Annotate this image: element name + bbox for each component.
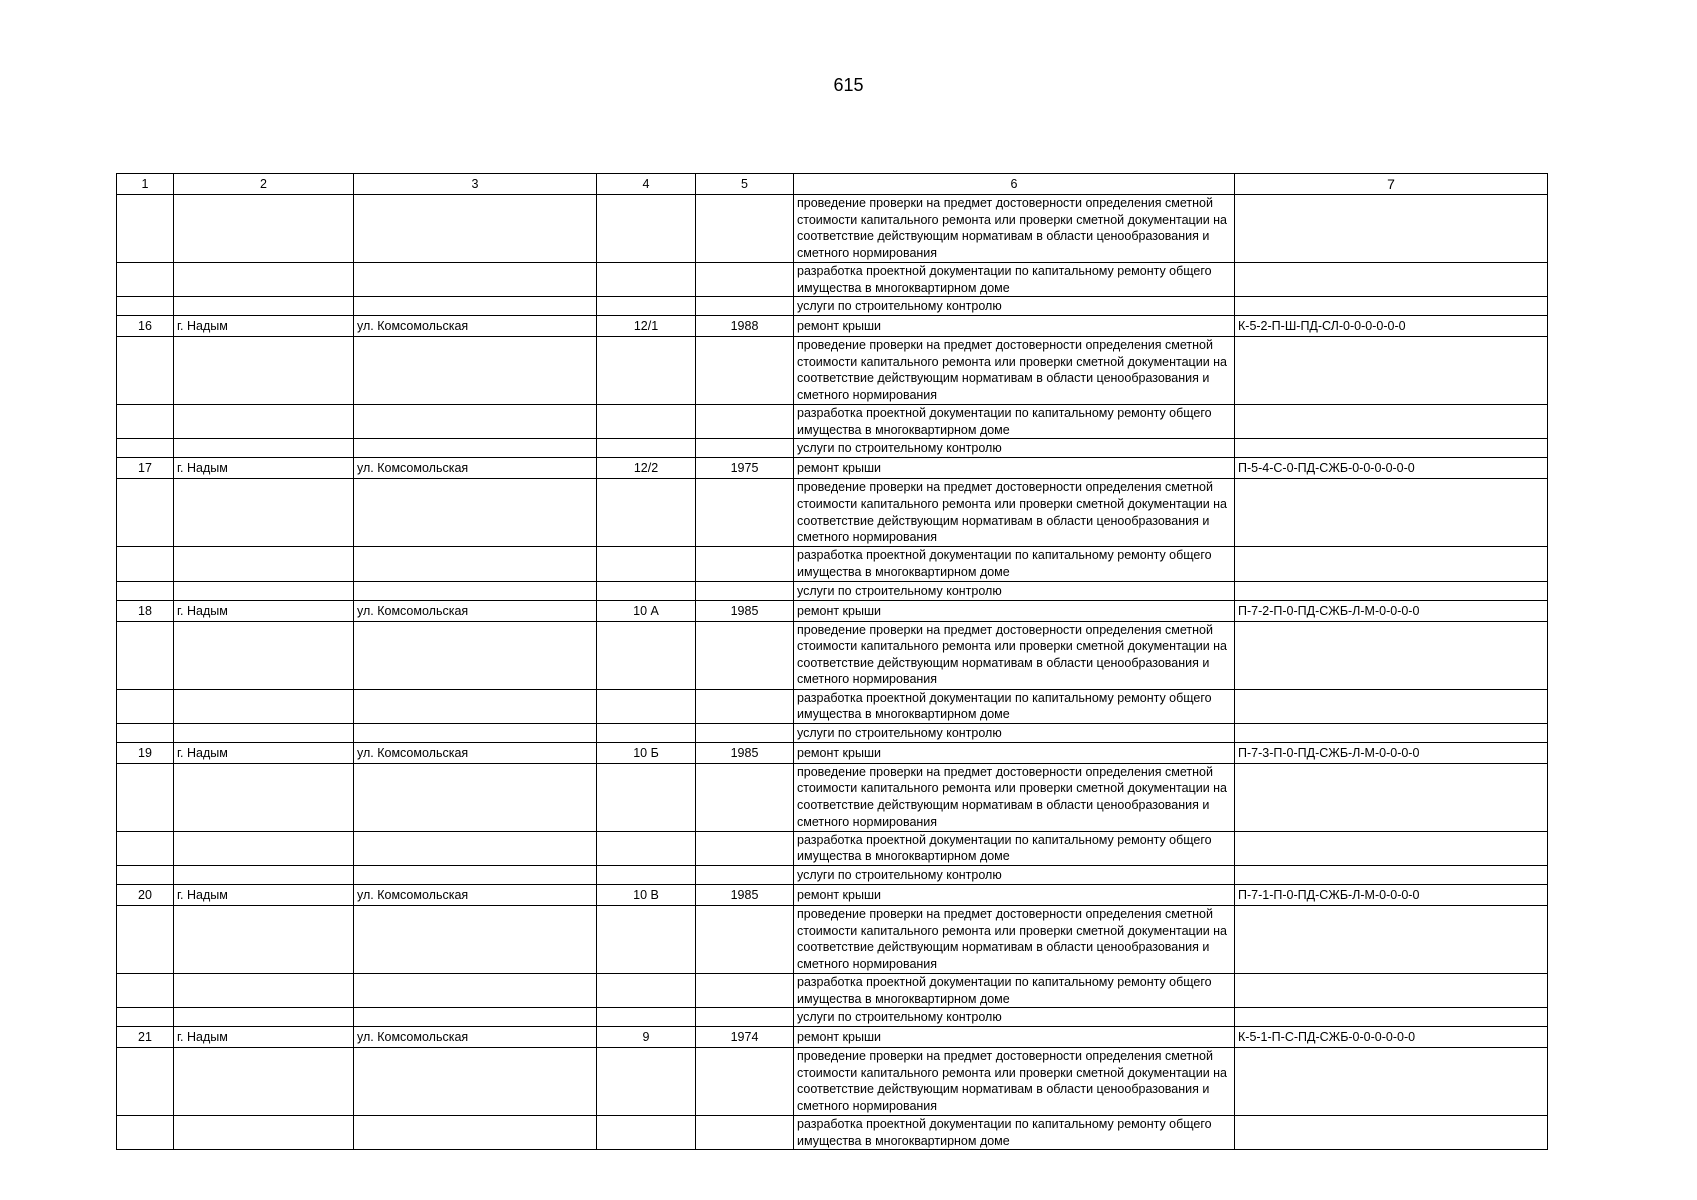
table-row <box>117 263 1548 297</box>
column-header: 2 <box>174 174 354 195</box>
city-cell <box>174 1008 354 1027</box>
table-row <box>117 763 1548 831</box>
table-row <box>117 973 1548 1007</box>
year-cell <box>696 865 794 884</box>
city-cell <box>174 547 354 581</box>
year-cell <box>696 479 794 547</box>
column-header: 5 <box>696 174 794 195</box>
house-code-cell: П-7-1-П-0-ПД-СЖБ-Л-М-0-0-0-0 <box>1235 884 1548 905</box>
city-cell: г. Надым <box>174 884 354 905</box>
city-cell <box>174 973 354 1007</box>
house-code-cell <box>1235 337 1548 405</box>
house-number-cell <box>597 905 696 973</box>
works-table <box>116 173 1548 1150</box>
city-cell <box>174 195 354 263</box>
table-row <box>117 1008 1548 1027</box>
city-cell <box>174 337 354 405</box>
work-type-cell: разработка проектной документации по капитальному ремонту общего имущества в многоквартирном доме <box>794 1116 1235 1150</box>
house-code-cell <box>1235 689 1548 723</box>
city-cell: г. Надым <box>174 600 354 621</box>
work-type-cell: услуги по строительному контролю <box>794 297 1235 316</box>
work-type-cell: услуги по строительному контролю <box>794 865 1235 884</box>
row-number-cell: 19 <box>117 742 174 763</box>
street-cell <box>354 439 597 458</box>
house-code-cell <box>1235 1048 1548 1116</box>
house-code-cell: К-5-1-П-С-ПД-СЖБ-0-0-0-0-0-0 <box>1235 1027 1548 1048</box>
table-row <box>117 439 1548 458</box>
table-row <box>117 905 1548 973</box>
year-cell <box>696 763 794 831</box>
house-code-cell <box>1235 865 1548 884</box>
street-cell: ул. Комсомольская <box>354 742 597 763</box>
street-cell: ул. Комсомольская <box>354 458 597 479</box>
work-type-cell: проведение проверки на предмет достоверности определения сметной стоимости капитального ремонта или проверки сметной документации на соответствие действующим нормативам в области ценообразования и сметного нормирования <box>794 763 1235 831</box>
row-number-cell <box>117 297 174 316</box>
column-header: 6 <box>794 174 1235 195</box>
work-type-cell: проведение проверки на предмет достоверности определения сметной стоимости капитального ремонта или проверки сметной документации на соответствие действующим нормативам в области ценообразования и сметного нормирования <box>794 479 1235 547</box>
work-type-cell: проведение проверки на предмет достоверности определения сметной стоимости капитального ремонта или проверки сметной документации на соответствие действующим нормативам в области ценообразования и сметного нормирования <box>794 337 1235 405</box>
street-cell <box>354 297 597 316</box>
row-number-cell <box>117 439 174 458</box>
row-number-cell <box>117 405 174 439</box>
house-code-cell <box>1235 263 1548 297</box>
street-cell <box>354 905 597 973</box>
work-type-cell: ремонт крыши <box>794 458 1235 479</box>
street-cell <box>354 405 597 439</box>
row-number-cell <box>117 763 174 831</box>
house-number-cell <box>597 581 696 600</box>
year-cell <box>696 581 794 600</box>
house-number-cell <box>597 763 696 831</box>
city-cell <box>174 439 354 458</box>
city-cell: г. Надым <box>174 742 354 763</box>
work-type-cell: проведение проверки на предмет достоверности определения сметной стоимости капитального ремонта или проверки сметной документации на соответствие действующим нормативам в области ценообразования и сметного нормирования <box>794 1048 1235 1116</box>
table-row <box>117 742 1548 763</box>
house-code-cell <box>1235 621 1548 689</box>
table-row <box>117 884 1548 905</box>
house-number-cell: 10 Б <box>597 742 696 763</box>
year-cell <box>696 297 794 316</box>
table-row <box>117 581 1548 600</box>
row-number-cell <box>117 865 174 884</box>
year-cell <box>696 621 794 689</box>
city-cell <box>174 621 354 689</box>
work-type-cell: проведение проверки на предмет достоверности определения сметной стоимости капитального ремонта или проверки сметной документации на соответствие действующим нормативам в области ценообразования и сметного нормирования <box>794 905 1235 973</box>
table-row <box>117 1116 1548 1150</box>
table-row <box>117 1027 1548 1048</box>
city-cell <box>174 479 354 547</box>
house-number-cell <box>597 337 696 405</box>
work-type-cell: ремонт крыши <box>794 1027 1235 1048</box>
column-header: 4 <box>597 174 696 195</box>
table-row <box>117 405 1548 439</box>
row-number-cell: 20 <box>117 884 174 905</box>
year-cell <box>696 337 794 405</box>
house-number-cell <box>597 865 696 884</box>
street-cell <box>354 831 597 865</box>
work-type-cell: ремонт крыши <box>794 742 1235 763</box>
house-number-cell <box>597 297 696 316</box>
city-cell <box>174 1048 354 1116</box>
house-number-cell <box>597 1048 696 1116</box>
house-number-cell: 12/2 <box>597 458 696 479</box>
row-number-cell <box>117 547 174 581</box>
row-number-cell: 18 <box>117 600 174 621</box>
city-cell <box>174 263 354 297</box>
table-row <box>117 723 1548 742</box>
city-cell <box>174 865 354 884</box>
house-number-cell <box>597 621 696 689</box>
city-cell <box>174 723 354 742</box>
year-cell <box>696 405 794 439</box>
street-cell <box>354 479 597 547</box>
column-header: 1 <box>117 174 174 195</box>
row-number-cell <box>117 337 174 405</box>
work-type-cell: проведение проверки на предмет достоверности определения сметной стоимости капитального ремонта или проверки сметной документации на соответствие действующим нормативам в области ценообразования и сметного нормирования <box>794 195 1235 263</box>
table-row <box>117 316 1548 337</box>
house-number-cell: 9 <box>597 1027 696 1048</box>
house-code-cell <box>1235 297 1548 316</box>
table-body <box>117 195 1548 1150</box>
table-row <box>117 195 1548 263</box>
house-number-cell <box>597 405 696 439</box>
house-number-cell <box>597 479 696 547</box>
year-cell <box>696 263 794 297</box>
street-cell <box>354 763 597 831</box>
row-number-cell <box>117 1116 174 1150</box>
year-cell: 1985 <box>696 600 794 621</box>
city-cell: г. Надым <box>174 1027 354 1048</box>
year-cell <box>696 905 794 973</box>
table-row <box>117 1048 1548 1116</box>
work-type-cell: разработка проектной документации по капитальному ремонту общего имущества в многоквартирном доме <box>794 547 1235 581</box>
street-cell: ул. Комсомольская <box>354 316 597 337</box>
work-type-cell: ремонт крыши <box>794 600 1235 621</box>
street-cell <box>354 195 597 263</box>
house-code-cell <box>1235 439 1548 458</box>
street-cell <box>354 689 597 723</box>
street-cell: ул. Комсомольская <box>354 1027 597 1048</box>
house-code-cell <box>1235 723 1548 742</box>
row-number-cell: 16 <box>117 316 174 337</box>
table-row <box>117 547 1548 581</box>
street-cell <box>354 1008 597 1027</box>
row-number-cell <box>117 831 174 865</box>
house-number-cell <box>597 439 696 458</box>
work-type-cell: разработка проектной документации по капитальному ремонту общего имущества в многоквартирном доме <box>794 405 1235 439</box>
house-number-cell: 10 В <box>597 884 696 905</box>
year-cell <box>696 439 794 458</box>
house-number-cell <box>597 689 696 723</box>
year-cell: 1985 <box>696 884 794 905</box>
year-cell: 1988 <box>696 316 794 337</box>
house-code-cell: П-7-2-П-0-ПД-СЖБ-Л-М-0-0-0-0 <box>1235 600 1548 621</box>
year-cell <box>696 831 794 865</box>
row-number-cell <box>117 689 174 723</box>
row-number-cell <box>117 723 174 742</box>
row-number-cell <box>117 905 174 973</box>
row-number-cell <box>117 973 174 1007</box>
house-code-cell: П-5-4-С-0-ПД-СЖБ-0-0-0-0-0-0 <box>1235 458 1548 479</box>
house-number-cell <box>597 195 696 263</box>
work-type-cell: проведение проверки на предмет достоверности определения сметной стоимости капитального ремонта или проверки сметной документации на соответствие действующим нормативам в области ценообразования и сметного нормирования <box>794 621 1235 689</box>
street-cell <box>354 263 597 297</box>
table-row <box>117 621 1548 689</box>
row-number-cell <box>117 1048 174 1116</box>
work-type-cell: услуги по строительному контролю <box>794 581 1235 600</box>
house-code-cell: П-7-3-П-0-ПД-СЖБ-Л-М-0-0-0-0 <box>1235 742 1548 763</box>
house-code-cell <box>1235 405 1548 439</box>
year-cell <box>696 547 794 581</box>
table-row <box>117 865 1548 884</box>
year-cell: 1985 <box>696 742 794 763</box>
house-number-cell <box>597 723 696 742</box>
row-number-cell: 21 <box>117 1027 174 1048</box>
column-header: 7 <box>1235 174 1548 195</box>
city-cell <box>174 297 354 316</box>
house-code-cell: К-5-2-П-Ш-ПД-СЛ-0-0-0-0-0-0 <box>1235 316 1548 337</box>
row-number-cell <box>117 195 174 263</box>
house-code-cell <box>1235 831 1548 865</box>
street-cell <box>354 1116 597 1150</box>
street-cell <box>354 723 597 742</box>
table-row <box>117 337 1548 405</box>
table-row <box>117 689 1548 723</box>
city-cell: г. Надым <box>174 316 354 337</box>
year-cell <box>696 195 794 263</box>
house-code-cell <box>1235 763 1548 831</box>
year-cell <box>696 1008 794 1027</box>
row-number-cell <box>117 479 174 547</box>
city-cell: г. Надым <box>174 458 354 479</box>
house-number-cell <box>597 547 696 581</box>
street-cell <box>354 621 597 689</box>
year-cell: 1974 <box>696 1027 794 1048</box>
work-type-cell: услуги по строительному контролю <box>794 1008 1235 1027</box>
work-type-cell: услуги по строительному контролю <box>794 723 1235 742</box>
row-number-cell <box>117 621 174 689</box>
house-number-cell <box>597 1116 696 1150</box>
house-number-cell <box>597 1008 696 1027</box>
house-code-cell <box>1235 1008 1548 1027</box>
work-type-cell: услуги по строительному контролю <box>794 439 1235 458</box>
street-cell <box>354 1048 597 1116</box>
house-code-cell <box>1235 973 1548 1007</box>
street-cell: ул. Комсомольская <box>354 600 597 621</box>
year-cell <box>696 973 794 1007</box>
house-code-cell <box>1235 479 1548 547</box>
row-number-cell <box>117 1008 174 1027</box>
work-type-cell: ремонт крыши <box>794 884 1235 905</box>
city-cell <box>174 763 354 831</box>
street-cell <box>354 547 597 581</box>
work-type-cell: разработка проектной документации по капитальному ремонту общего имущества в многоквартирном доме <box>794 831 1235 865</box>
house-code-cell <box>1235 547 1548 581</box>
street-cell <box>354 865 597 884</box>
street-cell <box>354 973 597 1007</box>
street-cell: ул. Комсомольская <box>354 884 597 905</box>
house-number-cell <box>597 973 696 1007</box>
city-cell <box>174 905 354 973</box>
year-cell <box>696 1048 794 1116</box>
column-header: 3 <box>354 174 597 195</box>
house-number-cell: 10 А <box>597 600 696 621</box>
city-cell <box>174 1116 354 1150</box>
house-code-cell <box>1235 195 1548 263</box>
row-number-cell <box>117 263 174 297</box>
table-row <box>117 479 1548 547</box>
year-cell <box>696 689 794 723</box>
city-cell <box>174 831 354 865</box>
row-number-cell: 17 <box>117 458 174 479</box>
house-number-cell: 12/1 <box>597 316 696 337</box>
table-row <box>117 600 1548 621</box>
house-number-cell <box>597 831 696 865</box>
city-cell <box>174 405 354 439</box>
house-code-cell <box>1235 581 1548 600</box>
street-cell <box>354 337 597 405</box>
column-number-row <box>117 174 1548 195</box>
table-row <box>117 831 1548 865</box>
row-number-cell <box>117 581 174 600</box>
city-cell <box>174 581 354 600</box>
work-type-cell: ремонт крыши <box>794 316 1235 337</box>
work-type-cell: разработка проектной документации по капитальному ремонту общего имущества в многоквартирном доме <box>794 689 1235 723</box>
table-row <box>117 458 1548 479</box>
work-type-cell: разработка проектной документации по капитальному ремонту общего имущества в многоквартирном доме <box>794 263 1235 297</box>
house-number-cell <box>597 263 696 297</box>
year-cell <box>696 1116 794 1150</box>
page-number: 615 <box>833 75 864 95</box>
house-code-cell <box>1235 905 1548 973</box>
year-cell <box>696 723 794 742</box>
table-row <box>117 297 1548 316</box>
house-code-cell <box>1235 1116 1548 1150</box>
year-cell: 1975 <box>696 458 794 479</box>
street-cell <box>354 581 597 600</box>
city-cell <box>174 689 354 723</box>
work-type-cell: разработка проектной документации по капитальному ремонту общего имущества в многоквартирном доме <box>794 973 1235 1007</box>
